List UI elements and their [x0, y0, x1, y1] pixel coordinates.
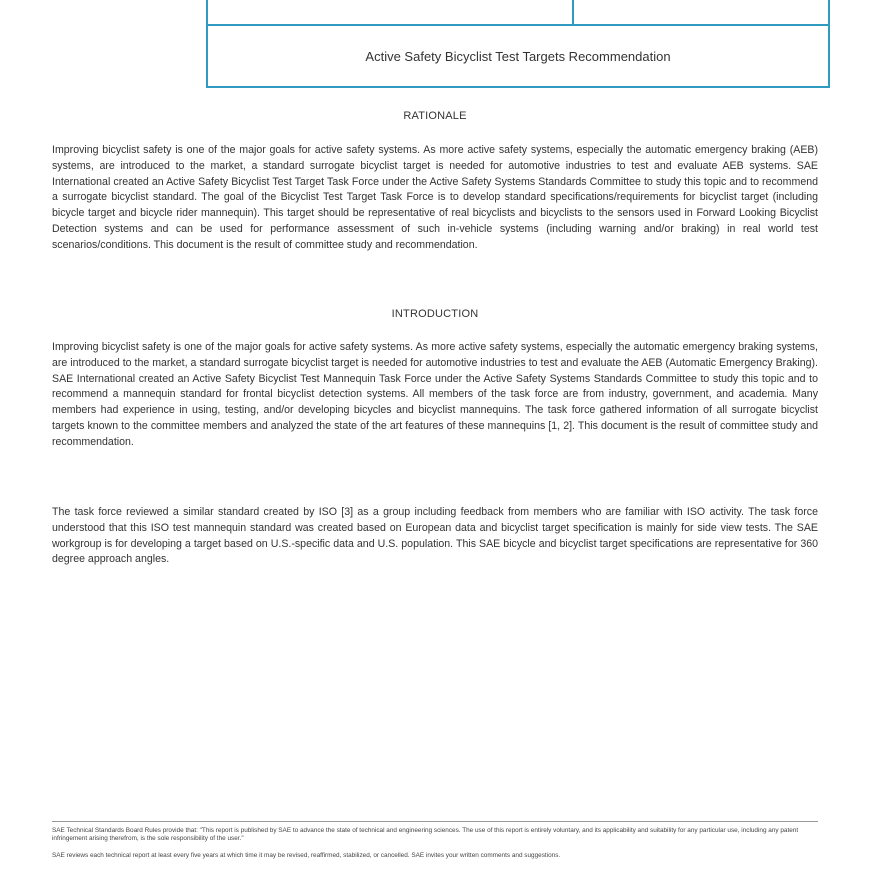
- document-title: Active Safety Bicyclist Test Targets Recommendation: [365, 48, 671, 64]
- footer-divider: [52, 821, 818, 822]
- rationale-paragraph: Improving bicyclist safety is one of the major goals for active safety systems. As more active safety systems, especially the automatic emergency braking (AEB) systems, are introduced to the market, a standard surrogate bicyclist target is needed for automotive industries to test and evaluate AEB systems. SAE International created an Active Safety Bicyclist Test Target Task Force under the Active Safety Systems Standards Committee to study this topic and to recommend a surrogate bicyclist standard. The goal of the Bicyclist Test Target Task Force is to develop standard specifications/requirements for bicyclist target (including bicycle target and bicycle rider mannequin). This target should be representative of real bicyclists and bicyclists to the sensors used in Forward Looking Bicyclist Detection systems and can be used for performance assessment of such in-vehicle systems (including warning and/or braking) in real world test scenarios/conditions. This document is the result of committee study and recommendation.: [52, 144, 818, 251]
- introduction-paragraph-2: The task force reviewed a similar standard created by ISO [3] as a group including feedback from members who are familiar with ISO activity. The task force understood that this ISO test mannequin standard was created based on European data and bicyclist target specification is mainly for side view tests. The SAE workgroup is for developing a target based on U.S.-specific data and U.S. population. This SAE bicycle and bicyclist target specifications are representative for 360 degree approach angles.: [52, 506, 818, 566]
- header-cell-divider: [572, 0, 574, 24]
- document-header-box: [206, 0, 830, 88]
- header-top-row: [208, 0, 828, 26]
- introduction-paragraph-1: Improving bicyclist safety is one of the major goals for active safety systems. As more active safety systems, especially the automatic emergency braking systems, are introduced to the market, a standard surrogate bicyclist target is needed for automotive industries to test and evaluate the AEB (Automatic Emergency Braking). SAE International created an Active Safety Bicyclist Test Mannequin Task Force under the Active Safety Systems Standards Committee to study this topic and to recommend a mannequin standard for frontal bicyclist detection systems. All members of the task force are from industry, government, and academia. Many members had experience in using, testing, and/or developing bicycles and bicyclist mannequins. The task force gathered information of all surrogate bicyclist targets known to the committee members and analyzed the state of the art features of these mannequins [1, 2]. This document is the result of committee study and recommendation.: [52, 341, 818, 448]
- rationale-heading: RATIONALE: [403, 110, 467, 122]
- introduction-heading: INTRODUCTION: [391, 308, 479, 320]
- footer-disclaimer: SAE Technical Standards Board Rules provide that: "This report is published by SAE to advance the state of technical and engineering sciences. The use of this report is entirely voluntary, and its applicability and suitability for any particular use, including any patent infringement arising therefrom, is the sole responsibility of the user.": [52, 827, 799, 842]
- footer-review-notice: SAE reviews each technical report at least every five years at which time it may be revised, reaffirmed, stabilized, or cancelled. SAE invites your written comments and suggestions.: [52, 852, 561, 859]
